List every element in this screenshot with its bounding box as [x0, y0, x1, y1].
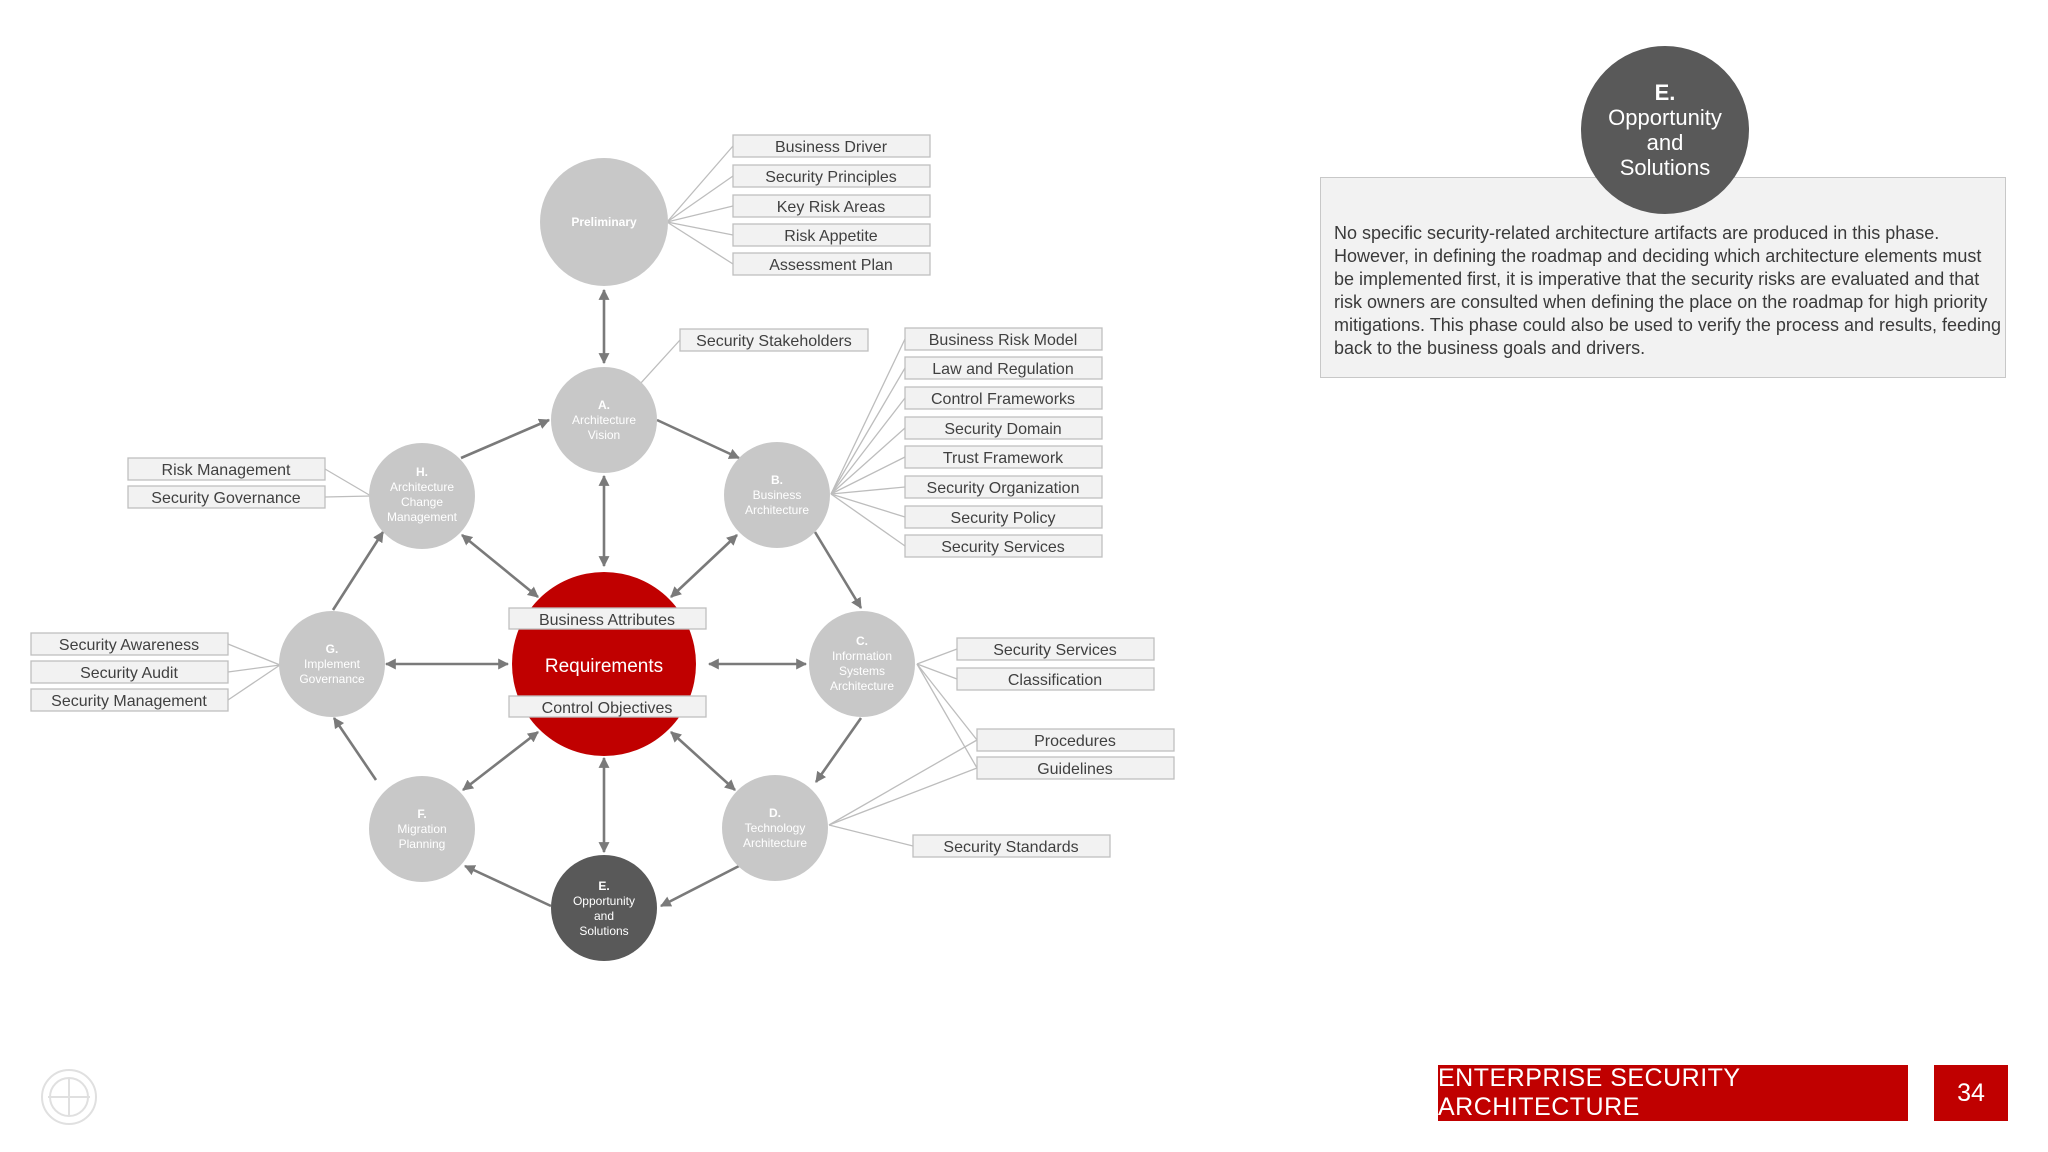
svg-text:Architecture: Architecture	[829, 679, 895, 693]
svg-text:Security Policy: Security Policy	[950, 510, 1056, 527]
phase-c-node	[809, 611, 915, 717]
svg-text:Guidelines: Guidelines	[1037, 761, 1113, 778]
svg-text:Solutions: Solutions	[579, 924, 629, 938]
control-objectives-tag	[509, 696, 706, 717]
svg-text:Business Driver: Business Driver	[774, 139, 888, 156]
artifact-guidelines	[977, 757, 1174, 779]
svg-text:Key Risk Areas: Key Risk Areas	[776, 199, 886, 216]
svg-text:Assessment Plan: Assessment Plan	[769, 257, 893, 274]
svg-text:G.: G.	[325, 642, 339, 656]
svg-text:E.: E.	[598, 879, 610, 893]
svg-text:Management: Management	[386, 510, 458, 524]
svg-text:Security Audit: Security Audit	[80, 665, 178, 682]
svg-text:Business Attributes: Business Attributes	[538, 612, 676, 629]
phase-badge-line-2: and	[1646, 130, 1684, 155]
svg-text:Information: Information	[831, 649, 893, 663]
artifact-risk-management	[128, 458, 325, 480]
phase-detail-text: No specific security-related architecture artifacts are produced in this phase. However, in defining the roadmap and deciding which architecture elements must be implemented first, it is imperative that the security risks are evaluated and that risk owners are consulted when defining the place on the roadmap for high priority mitigations. This phase could also be used to verify the process and results, feeding back to the business goals and drivers.	[1334, 223, 2002, 358]
artifact-security-services-c	[957, 638, 1154, 660]
artifact-security-organization	[905, 476, 1102, 498]
svg-text:Security Principles: Security Principles	[765, 169, 897, 186]
svg-text:Security Awareness: Security Awareness	[58, 637, 200, 654]
artifact-classification	[957, 668, 1154, 690]
svg-text:Planning: Planning	[398, 837, 446, 851]
artifact-security-stakeholders	[680, 329, 868, 351]
artifact-security-domain	[905, 417, 1102, 439]
artifact-trust-framework	[905, 446, 1102, 468]
svg-text:Preliminary: Preliminary	[571, 215, 637, 229]
business-attributes-tag	[509, 608, 706, 629]
svg-text:Risk Management: Risk Management	[161, 462, 291, 479]
svg-text:Security Standards: Security Standards	[943, 839, 1079, 856]
phase-badge-line-3: Solutions	[1619, 155, 1711, 180]
svg-text:C.: C.	[856, 634, 868, 648]
svg-text:D.: D.	[769, 806, 781, 820]
svg-text:Risk Appetite: Risk Appetite	[784, 228, 878, 245]
phase-e-node	[551, 855, 657, 961]
svg-text:Governance: Governance	[299, 672, 365, 686]
phase-badge-letter: E.	[1654, 80, 1676, 105]
svg-text:Security Services: Security Services	[993, 642, 1117, 659]
svg-text:F.: F.	[417, 807, 427, 821]
svg-text:Architecture: Architecture	[744, 503, 810, 517]
artifact-security-awareness	[31, 633, 228, 655]
svg-text:Migration: Migration	[397, 822, 447, 836]
svg-text:Architecture: Architecture	[389, 480, 455, 494]
svg-text:Business Risk Model: Business Risk Model	[928, 332, 1078, 349]
svg-text:Architecture: Architecture	[742, 836, 808, 850]
svg-text:Business: Business	[752, 488, 802, 502]
requirements-label: Requirements	[544, 656, 664, 677]
svg-text:B.: B.	[771, 473, 783, 487]
svg-text:and: and	[593, 909, 615, 923]
svg-text:Security Organization: Security Organization	[926, 480, 1080, 497]
artifact-risk-appetite	[733, 224, 930, 246]
svg-text:Security Management: Security Management	[51, 693, 207, 710]
artifact-security-standards	[913, 835, 1110, 857]
artifact-procedures	[977, 729, 1174, 751]
svg-text:Law and Regulation: Law and Regulation	[932, 361, 1074, 378]
phase-g-node	[279, 611, 385, 717]
svg-text:Change: Change	[400, 495, 444, 509]
svg-text:Classification: Classification	[1007, 672, 1103, 689]
svg-text:Implement: Implement	[303, 657, 361, 671]
phase-h-node	[369, 443, 475, 549]
phase-b-node	[724, 442, 830, 548]
artifact-key-risk-areas	[733, 195, 930, 217]
artifact-security-services-b	[905, 535, 1102, 557]
phase-f-node	[369, 776, 475, 882]
artifact-security-policy	[905, 506, 1102, 528]
circular-logo-icon	[40, 1068, 98, 1126]
artifact-law-and-regulation	[905, 357, 1102, 379]
artifact-security-governance	[128, 486, 325, 508]
slide-title: ENTERPRISE SECURITY ARCHITECTURE	[1438, 1065, 1908, 1121]
svg-text:Vision: Vision	[587, 428, 621, 442]
svg-text:Opportunity: Opportunity	[572, 894, 636, 908]
artifact-business-risk-model	[905, 328, 1102, 350]
svg-text:A.: A.	[598, 398, 610, 412]
artifact-business-driver	[733, 135, 930, 157]
artifact-security-audit	[31, 661, 228, 683]
artifact-security-principles	[733, 165, 930, 187]
artifact-assessment-plan	[733, 253, 930, 275]
svg-text:Security Domain: Security Domain	[944, 421, 1062, 438]
artifact-control-frameworks	[905, 387, 1102, 409]
phase-d-node	[722, 775, 828, 881]
svg-text:Security Services: Security Services	[941, 539, 1065, 556]
svg-text:Technology: Technology	[744, 821, 806, 835]
requirements-hub	[512, 572, 696, 756]
phase-a-node	[551, 367, 657, 473]
svg-text:Control Objectives: Control Objectives	[541, 700, 673, 717]
phase-e-badge	[1581, 46, 1749, 214]
svg-text:Security Governance: Security Governance	[151, 490, 301, 507]
svg-text:Procedures: Procedures	[1034, 733, 1116, 750]
phase-badge-line-1: Opportunity	[1608, 105, 1722, 130]
svg-text:Systems: Systems	[838, 664, 886, 678]
svg-text:H.: H.	[416, 465, 428, 479]
svg-text:Security Stakeholders: Security Stakeholders	[696, 333, 852, 350]
svg-text:Control Frameworks: Control Frameworks	[930, 391, 1076, 408]
page-number: 34	[1934, 1065, 2008, 1121]
artifact-security-management	[31, 689, 228, 711]
svg-text:Trust Framework: Trust Framework	[942, 450, 1064, 467]
svg-text:Architecture: Architecture	[571, 413, 637, 427]
preliminary-node	[540, 158, 668, 286]
